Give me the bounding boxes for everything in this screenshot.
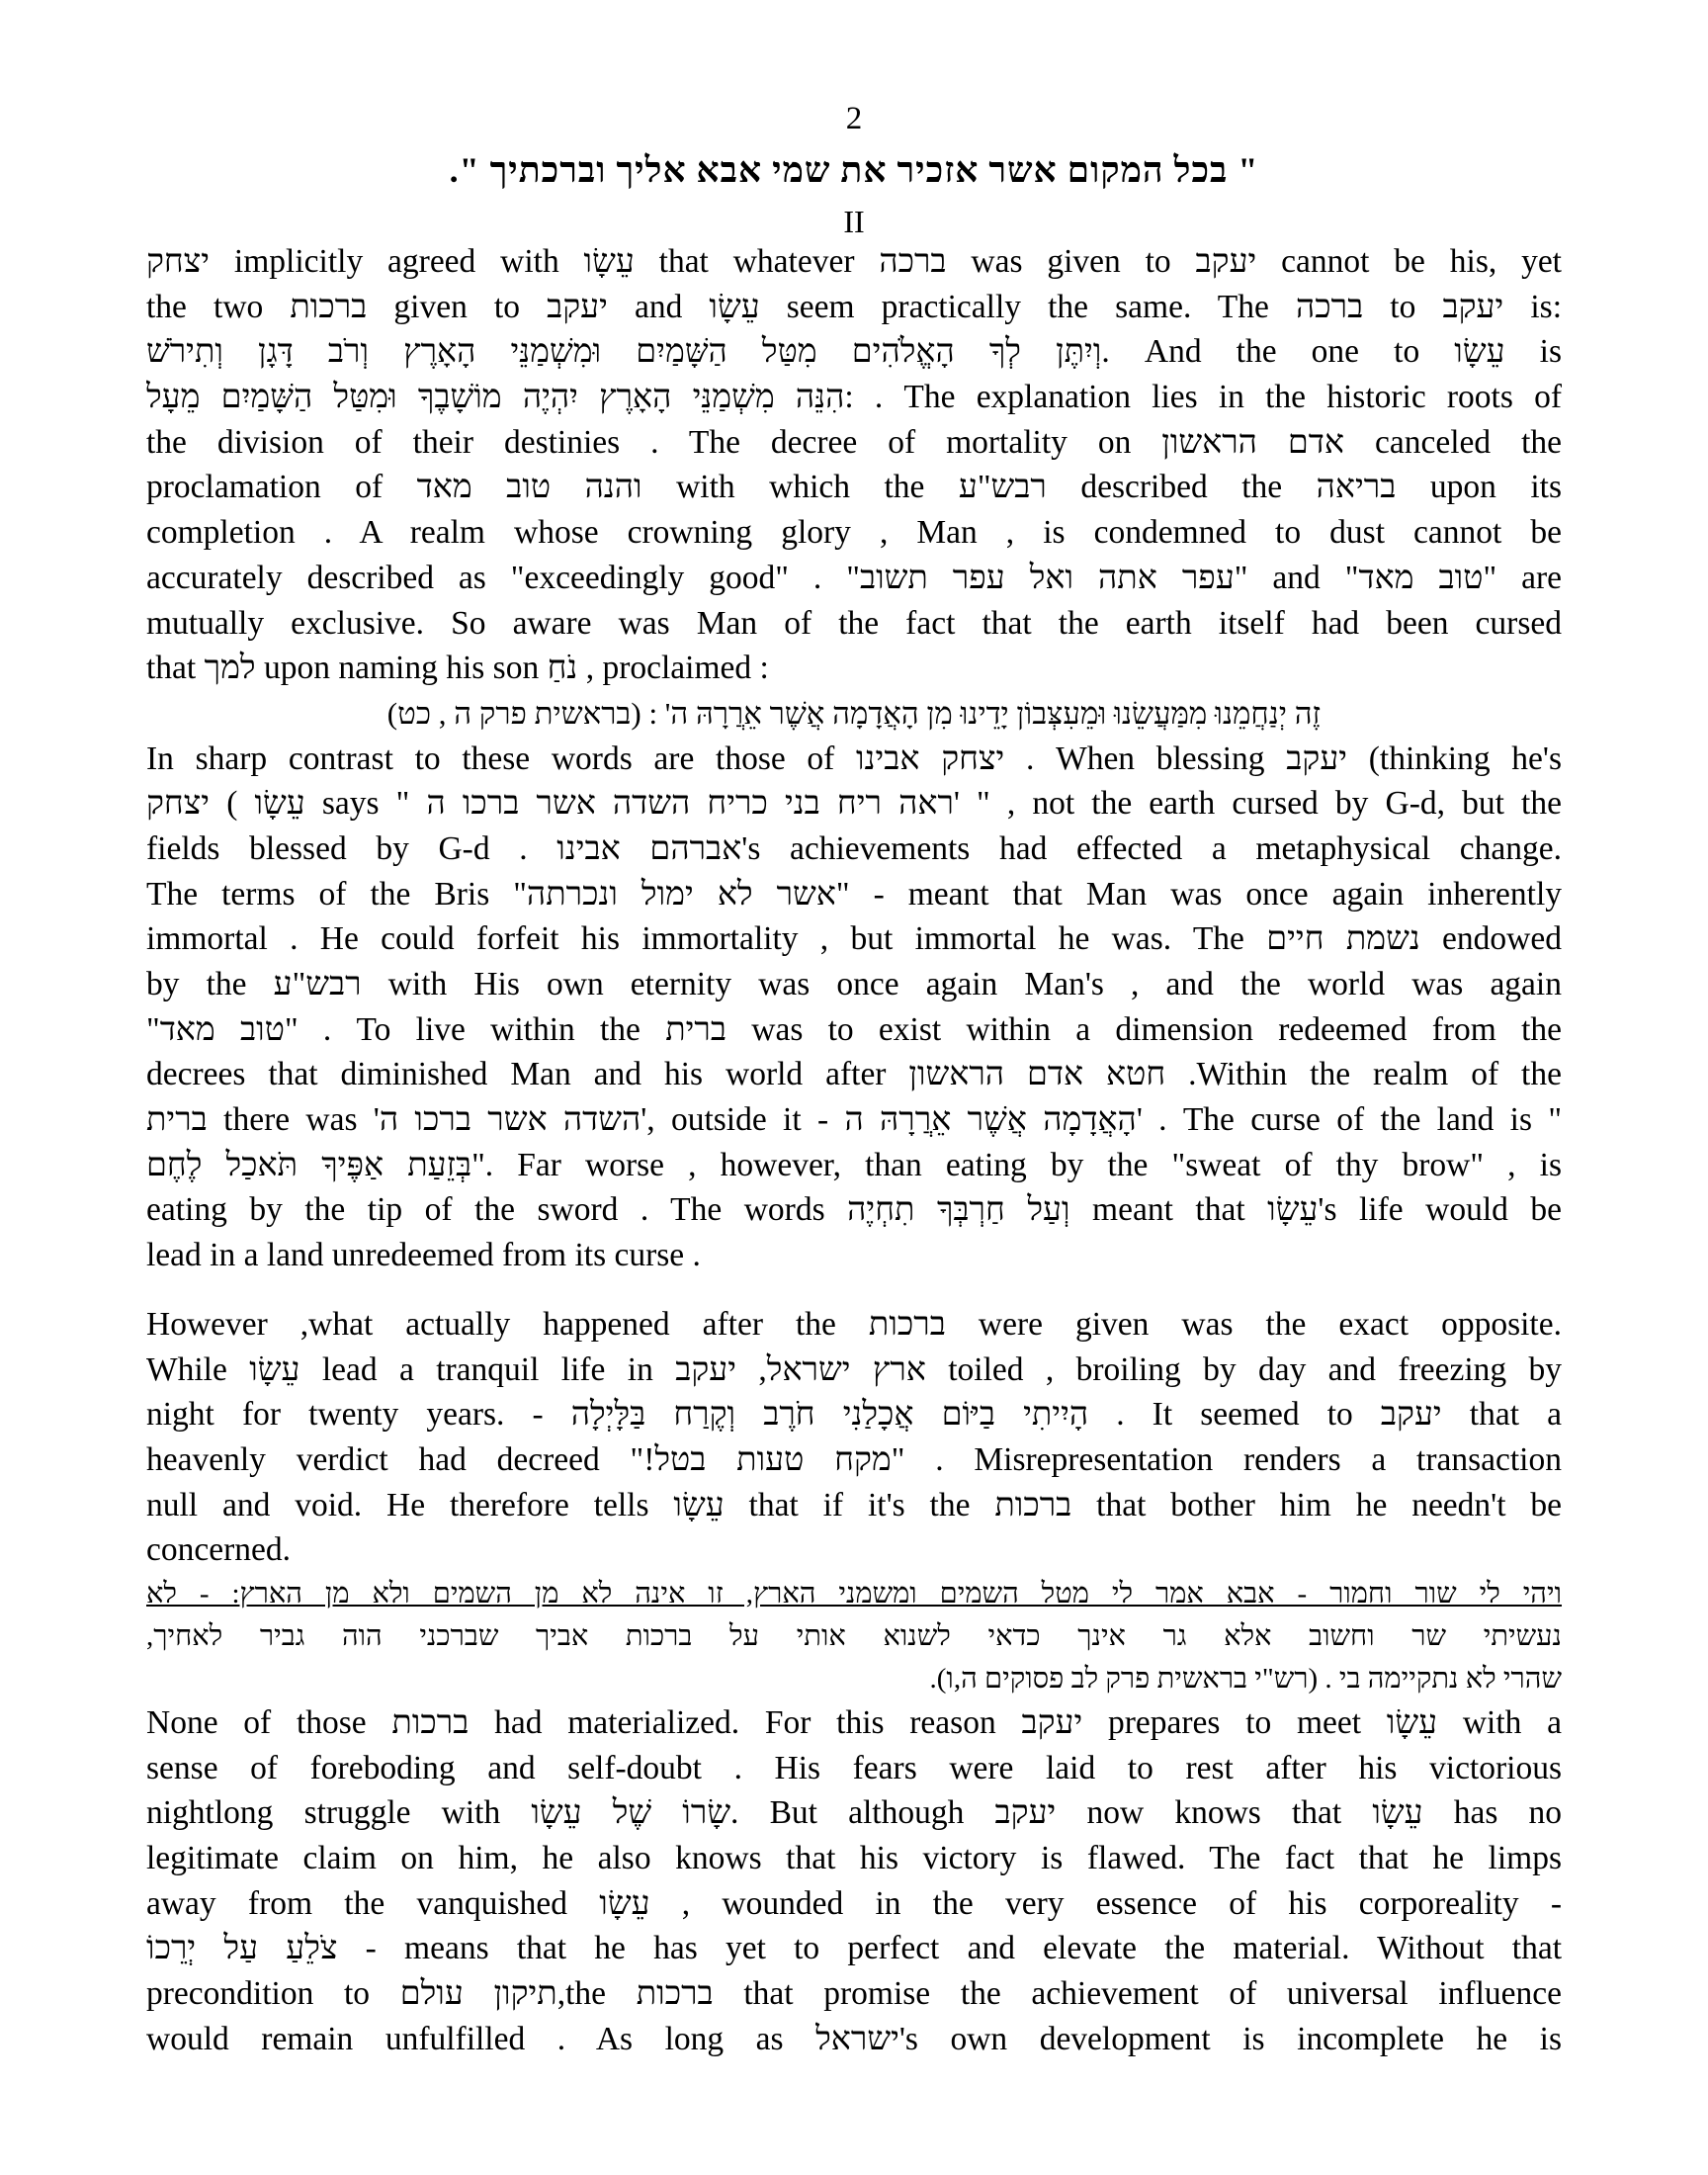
document-page xyxy=(146,99,1562,2061)
text-line: וְיִתֶּן לְךָ הָאֱלֹהִים מִטַּל הַשָּׁמַיִם וּמִשְׁמַנֵּי הָאָרֶץ וְרֹב דָּגָן וְתִירֹשׁ. And the one to עֵשָׂו is xyxy=(146,333,1562,371)
text-line: completion . A realm whose crowning glory , Man , is condemned to dust cannot be xyxy=(146,514,1562,552)
page-number: 2 xyxy=(845,101,863,136)
text-line: ברית there was 'השדה אשר ברכו ה', outside it - הָאֲדָמָה אֲשֶׁר אֵרֲרָהּ ה' . The curse of the land is " xyxy=(146,1101,1562,1139)
paragraph-1 xyxy=(146,239,1562,691)
section-number: II xyxy=(843,204,865,239)
text-line: mutually exclusive. So aware was Man of the fact that the earth itself had been cursed xyxy=(146,604,1562,642)
text-line: fields blessed by G-d . אברהם אבינו's achievements had effected a metaphysical change. xyxy=(146,829,1562,867)
text-line: עֵשָׂו ) יצחק says " ראה ריח בני כריח השדה אשר ברכו ה' " , not the earth cursed by G-d, but the xyxy=(146,785,1562,823)
text-line: by the רבש"ע with His own eternity was once again Man's , and the world was again xyxy=(146,966,1562,1002)
text-line: "טוב מאד" . To live within the ברית was to exist within a dimension redeemed from the xyxy=(146,1010,1562,1048)
paragraph-2 xyxy=(146,737,1562,1278)
text-line: בְּזֵעַת אַפֶּיךָ תֹּאכַל לֶחֶם". Far worse , however, than eating by the "sweat of thy brow" , is xyxy=(146,1146,1562,1183)
text-line: legitimate claim on him, he also knows that his victory is flawed. The fact that he limps xyxy=(146,1840,1562,1876)
rashi-quote xyxy=(146,1573,1562,1700)
paragraph-gap xyxy=(146,1278,1562,1302)
text-line: accurately described as "exceedingly good" . "עפר אתה ואל עפר תשוב" and "טוב מאד" are xyxy=(146,559,1562,596)
hebrew-quote: זֶה יְנַחֲמֵנוּ מִמַּעֲשֵׂנוּ וּמֵעִצְּבוֹן יָדֵינוּ מִן הָאֲדָמָה אֲשֶׁר אֵרֲרָהּ ה' : (בראשית פרק ה , כט) xyxy=(386,695,1322,731)
text-line: יצחק implicitly agreed with עֵשָׂו that whatever ברכה was given to יעקב cannot be his, yet xyxy=(146,243,1562,280)
text-line: heavenly verdict had decreed "!מקח טעות בטל" . Misrepresentation renders a transaction xyxy=(146,1440,1562,1478)
text-line: While עֵשָׂו lead a tranquil life in ארץ ישראל, יעקב toiled , broiling by day and freezing by xyxy=(146,1350,1562,1388)
text-line: the two ברכות given to יעקב and עֵשָׂו seem practically the same. The ברכה to יעקב is: xyxy=(146,288,1562,325)
text-line: away from the vanquished עֵשָׂו , wounded in the very essence of his corporeality - xyxy=(146,1884,1562,1922)
text-line: night for twenty years. - הָיִיתִי בַיּוֹם אֲכָלַנִי חֹרֶב וְקֶרַח בַּלָּיְלָה . It seemed to יעקב that a xyxy=(146,1396,1562,1434)
text-line: צֹלֵעַ עַל יְרֵכוֹ - means that he has yet to perfect and elevate the material. Without that xyxy=(146,1930,1562,1967)
text-line: הִנֵּה מִשְׁמַנֵּי הָאָרֶץ יִהְיֶה מוֹשָׁבֶךָ וּמִטַּל הַשָּׁמַיִם מֵעָל: . The explanation lies in the historic roots of xyxy=(146,379,1562,416)
text-line: eating by the tip of the sword . The words וְעַל חַרְבְּךָ תִחְיֶה meant that עֵשָׂו's life would be xyxy=(146,1191,1562,1229)
paragraph-4 xyxy=(146,1700,1562,2062)
text-line: concerned. xyxy=(146,1531,292,1569)
hebrew-line: שהרי לא נתקיימה בי . (רש"י בראשית פרק לב פסוקים ה,ו). xyxy=(929,1662,1562,1695)
paragraph-3 xyxy=(146,1302,1562,1573)
text-line: precondition to תיקון עולם,the ברכות that promise the achievement of universal influence xyxy=(146,1975,1562,2013)
text-line: would remain unfulfilled . As long as ישראל's own development is incomplete he is xyxy=(146,2020,1562,2057)
text-line: immortal . He could forfeit his immortality , but immortal he was. The נשמת חיים endowed xyxy=(146,920,1562,958)
text-line: sense of foreboding and self-doubt . His fears were laid to rest after his victorious xyxy=(146,1749,1562,1786)
text-line: However ,what actually happened after the ברכות were given was the exact opposite. xyxy=(146,1305,1562,1343)
text-line: null and void. He therefore tells עֵשָׂו that if it's the ברכות that bother him he needn't be xyxy=(146,1486,1562,1523)
text-line: The terms of the Bris "אשר לא ימול ונכרתה" - meant that Man was once again inherently xyxy=(146,875,1562,913)
text-line: None of those ברכות had materialized. For this reason יעקב prepares to meet עֵשָׂו with a xyxy=(146,1703,1562,1741)
text-line: lead in a land unredeemed from its curse . xyxy=(146,1237,701,1274)
text-line: that למך upon naming his son נֹחַ , proclaimed : xyxy=(146,650,769,687)
text-line: nightlong struggle with שָׂרוֹ שֶׁל עֵשָׂו. But although יעקב now knows that עֵשָׂו has no xyxy=(146,1794,1562,1832)
text-line: the division of their destinies . The decree of mortality on אדם הראשון canceled the xyxy=(146,423,1562,461)
text-line: decrees that diminished Man and his world after חטא אדם הראשון .Within the realm of the xyxy=(146,1056,1562,1093)
text-line: In sharp contrast to these words are those of יצחק אבינו . When blessing יעקב (thinking he's xyxy=(146,740,1562,777)
hebrew-line: נעשיתי שר וחשוב אלא גר אינך כדאי לשנוא אותי על ברכות אביך שברכני הוה גביר לאחיך, xyxy=(146,1619,1562,1652)
text-line: proclamation of והנה טוב מאד with which the רבש"ע described the בריאה upon its xyxy=(146,469,1562,506)
page-title: " בכל המקום אשר אזכיר את שמי אבא אליך וברכתיך ". xyxy=(449,150,1259,190)
hebrew-line: ויהי לי שור וחמור - אבא אמר לי מטל השמים ומשמני הארץ, זו אינה לא מן השמים ולא מן הארץ: - לא xyxy=(146,1577,1562,1610)
